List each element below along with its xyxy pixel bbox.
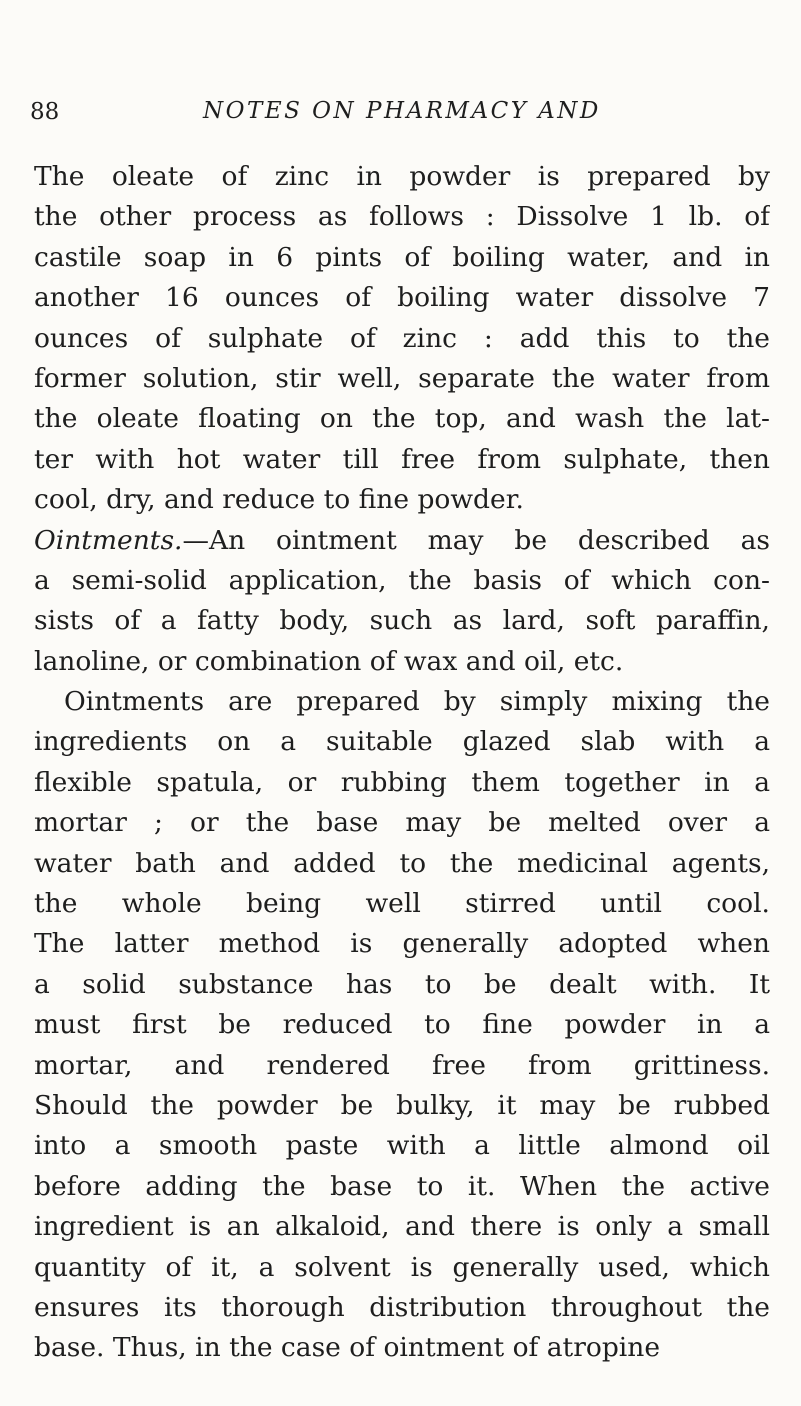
text-line: —An ointment may be described as [182,524,770,556]
text-line: cool, dry, and reduce to fine powder. [34,484,524,516]
text-line: lanoline, or combination of wax and oil, etc. [34,645,624,677]
text-line: Should the powder be bulky, it may be rubbed [34,1089,770,1121]
text-line: into a smooth paste with a little almond oil [34,1130,770,1162]
ointments-heading: Ointments. [34,524,183,556]
text-line: another 16 ounces of boiling water dissolve 7 [34,282,770,314]
text-line: former solution, stir well, separate the water from [34,362,770,394]
text-line: The oleate of zinc in powder is prepared by [34,161,770,192]
text-line: water bath and added to the medicinal agents, [34,847,770,879]
text-line: the oleate floating on the top, and wash the lat- [34,403,770,435]
text-line: ingredient is an alkaloid, and there is only a small [34,1211,770,1243]
text-line: ensures its thorough distribution throughout the [34,1291,770,1323]
text-line: must first be reduced to fine powder in a [34,1009,770,1041]
text-line: before adding the base to it. When the active [34,1170,770,1202]
text-line: ingredients on a suitable glazed slab with a [34,726,770,758]
text-line: ter with hot water till free from sulphate, then [34,443,770,475]
text-line: quantity of it, a solvent is generally used, which [34,1251,770,1283]
text-line: the whole being well stirred until cool. [34,888,770,920]
text-line: flexible spatula, or rubbing them together in a [34,766,770,798]
running-head: NOTES ON PHARMACY AND [203,98,601,124]
text-line: The latter method is generally adopted when [34,928,770,960]
text-line: castile soap in 6 pints of boiling water, and in [34,241,770,273]
page-number: 88 [30,99,60,125]
ointments-line-first [34,521,770,561]
text-block [34,157,770,1369]
text-line: mortar ; or the base may be melted over a [34,807,770,839]
text-line: a solid substance has to be dealt with. It [34,968,770,1000]
text-line: sists of a fatty body, such as lard, soft paraffin, [34,605,770,637]
text-line: ounces of sulphate of zinc : add this to the [34,322,770,354]
text-line: Ointments are prepared by simply mixing the [64,686,770,718]
text-line: a semi-solid application, the basis of which con- [34,564,770,596]
text-line: base. Thus, in the case of ointment of atropine [34,1332,661,1364]
text-line: the other process as follows : Dissolve 1 lb. of [34,201,770,233]
text-line: mortar, and rendered free from grittiness. [34,1049,770,1081]
